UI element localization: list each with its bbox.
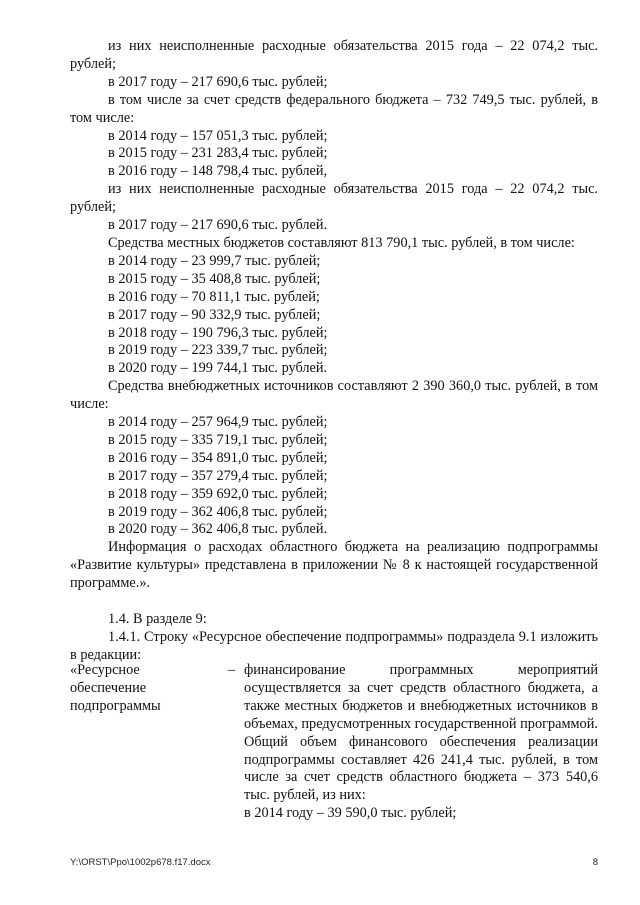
paragraph: в 2014 году – 39 590,0 тыс. рублей; [244, 805, 457, 822]
paragraph: финансирование программных мероприятий осуществляется за счет средств областного бюджета, а также местных бюджетов и внебюджетных источников в объемах, предусмотренных государственной программой. [244, 662, 598, 732]
spacer [70, 593, 598, 611]
paragraph: в 2017 году – 217 690,6 тыс. рублей; [108, 73, 328, 90]
paragraph: в 2016 году – 70 811,1 тыс. рублей; [108, 288, 320, 305]
paragraph: в 2015 году – 35 408,8 тыс. рублей; [108, 270, 321, 287]
paragraph: в 2018 году – 190 796,3 тыс. рублей; [108, 324, 328, 341]
paragraph: в том числе за счет средств федерального бюджета – 732 749,5 тыс. рублей, в том числе: [70, 91, 598, 126]
document-body [70, 38, 598, 665]
resource-row-content [244, 662, 598, 823]
paragraph: в 2019 году – 362 406,8 тыс. рублей; [108, 503, 328, 520]
paragraph: в 2017 году – 217 690,6 тыс. рублей. [108, 217, 328, 234]
resource-row-label: «Ресурсное обеспечение подпрограммы [70, 662, 161, 714]
paragraph: в 2017 году – 357 279,4 тыс. рублей; [108, 467, 328, 484]
page-number: 8 [592, 857, 598, 868]
paragraph: в 2015 году – 335 719,1 тыс. рублей; [108, 431, 328, 448]
paragraph: Средства внебюджетных источников составляют 2 390 360,0 тыс. рублей, в том числе: [70, 378, 598, 413]
paragraph: из них неисполненные расходные обязательства 2015 года – 22 074,2 тыс. рублей; [70, 38, 598, 72]
section-heading: 1.4. В разделе 9: [108, 611, 207, 628]
paragraph: в 2019 году – 223 339,7 тыс. рублей; [108, 342, 328, 359]
paragraph: в 2015 году – 231 283,4 тыс. рублей; [108, 145, 328, 162]
paragraph: в 2014 году – 23 999,7 тыс. рублей; [108, 252, 321, 269]
paragraph: Общий объем финансового обеспечения реализации подпрограммы составляет 426 241,4 тыс. рублей, в том числе за счет средств областного бюджета – 373 540,6 тыс. рублей, из них: [244, 733, 598, 804]
paragraph: Информация о расходах областного бюджета на реализацию подпрограммы «Развитие культуры» представлена в приложении № 8 к настоящей государственной программе.». [70, 539, 598, 592]
paragraph: 1.4.1. Строку «Ресурсное обеспечение подпрограммы» подраздела 9.1 изложить в редакции: [70, 629, 598, 663]
paragraph: в 2020 году – 362 406,8 тыс. рублей. [108, 521, 328, 538]
paragraph: Средства местных бюджетов составляют 813 790,1 тыс. рублей, в том числе: [108, 234, 575, 251]
footer-file-path: Y:\ORST\Ppo\1002p678.f17.docx [70, 857, 211, 868]
paragraph: в 2014 году – 257 964,9 тыс. рублей; [108, 414, 328, 431]
paragraph: в 2016 году – 148 798,4 тыс. рублей, [108, 163, 328, 180]
resource-row-dash: – [228, 662, 236, 678]
paragraph: в 2017 году – 90 332,9 тыс. рублей; [108, 306, 321, 323]
paragraph: в 2016 году – 354 891,0 тыс. рублей; [108, 449, 328, 466]
paragraph: в 2014 году – 157 051,3 тыс. рублей; [108, 127, 328, 144]
paragraph: в 2020 году – 199 744,1 тыс. рублей. [108, 360, 328, 377]
paragraph: из них неисполненные расходные обязательства 2015 года – 22 074,2 тыс. рублей; [70, 181, 598, 216]
paragraph: в 2018 году – 359 692,0 тыс. рублей; [108, 485, 328, 502]
